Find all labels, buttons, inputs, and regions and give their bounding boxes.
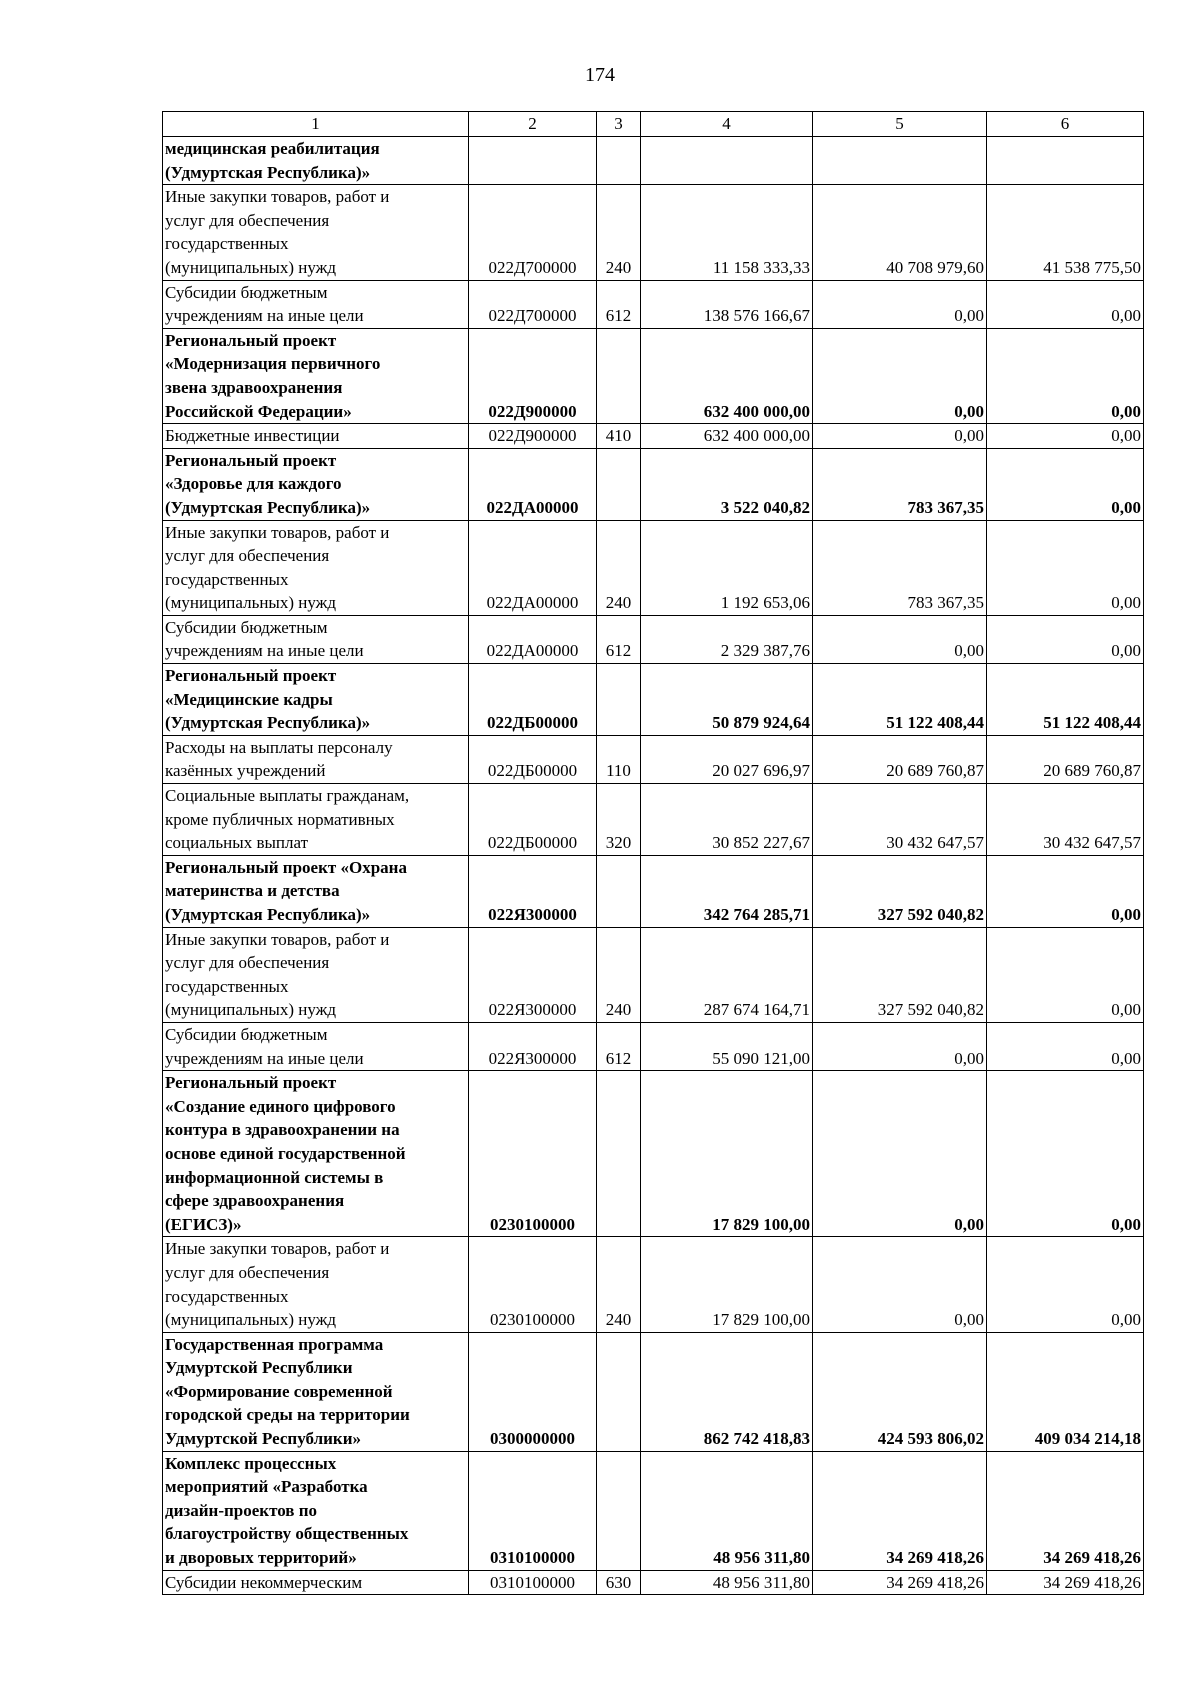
row-value-2023-cell: 20 027 696,97 <box>641 735 813 783</box>
row-value-2025-cell: 0,00 <box>987 328 1144 423</box>
table-row <box>163 1022 1144 1070</box>
row-code-cell: 022Я300000 <box>469 927 597 1022</box>
row-value-2024-cell: 424 593 806,02 <box>813 1332 987 1451</box>
row-name-cell: Иные закупки товаров, работ и услуг для обеспечения государственных (муниципальных) нужд <box>163 927 469 1022</box>
row-expense-type-cell <box>597 1071 641 1237</box>
row-name-cell: Государственная программа Удмуртской Республики «Формирование современной городской среды на территории Удмуртской Республики» <box>163 1332 469 1451</box>
row-value-2025-cell: 0,00 <box>987 520 1144 615</box>
row-code-cell: 022Д900000 <box>469 424 597 449</box>
row-expense-type-cell: 240 <box>597 1237 641 1332</box>
row-name-cell: Комплекс процессных мероприятий «Разработка дизайн-проектов по благоустройству общественных и дворовых территорий» <box>163 1451 469 1570</box>
row-code-cell: 0230100000 <box>469 1071 597 1237</box>
row-expense-type-cell <box>597 448 641 520</box>
table-row <box>163 615 1144 663</box>
row-value-2024-cell: 51 122 408,44 <box>813 664 987 736</box>
row-code-cell: 0230100000 <box>469 1237 597 1332</box>
row-value-2024-cell: 0,00 <box>813 1237 987 1332</box>
row-value-2024-cell: 783 367,35 <box>813 448 987 520</box>
row-value-2025-cell: 0,00 <box>987 448 1144 520</box>
row-value-2025-cell: 20 689 760,87 <box>987 735 1144 783</box>
row-value-2024-cell: 327 592 040,82 <box>813 855 987 927</box>
row-value-2023-cell: 50 879 924,64 <box>641 664 813 736</box>
header-col-2: 2 <box>469 112 597 137</box>
row-code-cell: 022ДА00000 <box>469 520 597 615</box>
header-col-1: 1 <box>163 112 469 137</box>
row-name-cell: Расходы на выплаты персоналу казённых учреждений <box>163 735 469 783</box>
table-row <box>163 1237 1144 1332</box>
row-name-cell: Региональный проект «Создание единого цифрового контура в здравоохранении на основе единой государственной информационной системы в сфере здравоохранения (ЕГИСЗ)» <box>163 1071 469 1237</box>
row-code-cell: 022Д700000 <box>469 185 597 280</box>
table-row <box>163 448 1144 520</box>
row-value-2023-cell: 138 576 166,67 <box>641 280 813 328</box>
row-code-cell: 022Я300000 <box>469 1022 597 1070</box>
row-value-2023-cell: 55 090 121,00 <box>641 1022 813 1070</box>
row-value-2023-cell: 1 192 653,06 <box>641 520 813 615</box>
table-row <box>163 664 1144 736</box>
row-expense-type-cell: 240 <box>597 927 641 1022</box>
row-value-2025-cell: 34 269 418,26 <box>987 1451 1144 1570</box>
row-value-2025-cell: 41 538 775,50 <box>987 185 1144 280</box>
table-row <box>163 280 1144 328</box>
row-value-2023-cell: 632 400 000,00 <box>641 328 813 423</box>
row-value-2023-cell: 3 522 040,82 <box>641 448 813 520</box>
row-value-2025-cell: 0,00 <box>987 424 1144 449</box>
row-name-cell: Субсидии бюджетным учреждениям на иные цели <box>163 280 469 328</box>
row-value-2025-cell: 0,00 <box>987 1022 1144 1070</box>
table-row <box>163 784 1144 856</box>
table-row <box>163 328 1144 423</box>
page-number: 174 <box>585 64 615 86</box>
row-expense-type-cell: 410 <box>597 424 641 449</box>
row-expense-type-cell <box>597 328 641 423</box>
row-expense-type-cell <box>597 137 641 185</box>
row-value-2024-cell: 34 269 418,26 <box>813 1451 987 1570</box>
table-row <box>163 1451 1144 1570</box>
row-value-2023-cell: 287 674 164,71 <box>641 927 813 1022</box>
row-value-2023-cell: 2 329 387,76 <box>641 615 813 663</box>
row-name-cell: Субсидии бюджетным учреждениям на иные цели <box>163 615 469 663</box>
row-name-cell: Иные закупки товаров, работ и услуг для обеспечения государственных (муниципальных) нужд <box>163 185 469 280</box>
row-value-2024-cell: 0,00 <box>813 280 987 328</box>
row-name-cell: Региональный проект «Здоровье для каждого (Удмуртская Республика)» <box>163 448 469 520</box>
row-value-2025-cell: 409 034 214,18 <box>987 1332 1144 1451</box>
header-col-6: 6 <box>987 112 1144 137</box>
table-row <box>163 1570 1144 1595</box>
table-row <box>163 185 1144 280</box>
budget-table <box>162 111 1144 1595</box>
row-value-2025-cell: 0,00 <box>987 1071 1144 1237</box>
row-expense-type-cell: 630 <box>597 1570 641 1595</box>
row-value-2023-cell: 11 158 333,33 <box>641 185 813 280</box>
row-value-2025-cell: 34 269 418,26 <box>987 1570 1144 1595</box>
row-value-2024-cell: 783 367,35 <box>813 520 987 615</box>
row-value-2024-cell: 0,00 <box>813 1071 987 1237</box>
table-row <box>163 735 1144 783</box>
row-code-cell: 0310100000 <box>469 1570 597 1595</box>
header-col-3: 3 <box>597 112 641 137</box>
row-expense-type-cell: 612 <box>597 1022 641 1070</box>
row-name-cell: Бюджетные инвестиции <box>163 424 469 449</box>
table-row <box>163 1332 1144 1451</box>
row-code-cell: 022Я300000 <box>469 855 597 927</box>
row-code-cell: 022ДБ00000 <box>469 664 597 736</box>
row-code-cell: 022Д900000 <box>469 328 597 423</box>
row-value-2025-cell: 0,00 <box>987 280 1144 328</box>
row-value-2023-cell: 342 764 285,71 <box>641 855 813 927</box>
row-code-cell: 022Д700000 <box>469 280 597 328</box>
row-expense-type-cell: 110 <box>597 735 641 783</box>
row-name-cell: Региональный проект «Охрана материнства и детства (Удмуртская Республика)» <box>163 855 469 927</box>
table-row <box>163 1071 1144 1237</box>
row-value-2025-cell: 0,00 <box>987 855 1144 927</box>
row-expense-type-cell <box>597 664 641 736</box>
row-value-2024-cell: 0,00 <box>813 1022 987 1070</box>
row-name-cell: Иные закупки товаров, работ и услуг для обеспечения государственных (муниципальных) нужд <box>163 1237 469 1332</box>
row-value-2025-cell: 51 122 408,44 <box>987 664 1144 736</box>
row-expense-type-cell <box>597 855 641 927</box>
header-col-5: 5 <box>813 112 987 137</box>
row-value-2023-cell: 30 852 227,67 <box>641 784 813 856</box>
row-expense-type-cell <box>597 1451 641 1570</box>
row-value-2023-cell <box>641 137 813 185</box>
row-value-2023-cell: 17 829 100,00 <box>641 1237 813 1332</box>
row-value-2025-cell: 0,00 <box>987 1237 1144 1332</box>
row-code-cell: 0300000000 <box>469 1332 597 1451</box>
row-expense-type-cell: 320 <box>597 784 641 856</box>
table-row <box>163 855 1144 927</box>
row-value-2024-cell: 30 432 647,57 <box>813 784 987 856</box>
table-row <box>163 137 1144 185</box>
row-name-cell: Субсидии некоммерческим <box>163 1570 469 1595</box>
row-value-2024-cell: 0,00 <box>813 615 987 663</box>
row-value-2025-cell <box>987 137 1144 185</box>
row-name-cell: Социальные выплаты гражданам, кроме публичных нормативных социальных выплат <box>163 784 469 856</box>
row-value-2024-cell: 0,00 <box>813 424 987 449</box>
row-code-cell: 022ДА00000 <box>469 448 597 520</box>
row-expense-type-cell: 612 <box>597 615 641 663</box>
row-name-cell: медицинская реабилитация (Удмуртская Республика)» <box>163 137 469 185</box>
row-code-cell <box>469 137 597 185</box>
row-value-2025-cell: 30 432 647,57 <box>987 784 1144 856</box>
row-expense-type-cell: 612 <box>597 280 641 328</box>
row-expense-type-cell: 240 <box>597 520 641 615</box>
table-row <box>163 424 1144 449</box>
header-col-4: 4 <box>641 112 813 137</box>
row-code-cell: 022ДБ00000 <box>469 735 597 783</box>
table-body <box>163 137 1144 1595</box>
row-value-2023-cell: 48 956 311,80 <box>641 1451 813 1570</box>
row-value-2025-cell: 0,00 <box>987 927 1144 1022</box>
row-value-2023-cell: 862 742 418,83 <box>641 1332 813 1451</box>
row-expense-type-cell <box>597 1332 641 1451</box>
row-value-2023-cell: 48 956 311,80 <box>641 1570 813 1595</box>
row-value-2024-cell <box>813 137 987 185</box>
row-value-2024-cell: 34 269 418,26 <box>813 1570 987 1595</box>
row-value-2024-cell: 40 708 979,60 <box>813 185 987 280</box>
header-row <box>163 112 1144 137</box>
row-name-cell: Субсидии бюджетным учреждениям на иные цели <box>163 1022 469 1070</box>
row-value-2024-cell: 327 592 040,82 <box>813 927 987 1022</box>
table-row <box>163 520 1144 615</box>
row-expense-type-cell: 240 <box>597 185 641 280</box>
row-value-2023-cell: 17 829 100,00 <box>641 1071 813 1237</box>
table-row <box>163 927 1144 1022</box>
row-value-2025-cell: 0,00 <box>987 615 1144 663</box>
row-code-cell: 022ДА00000 <box>469 615 597 663</box>
row-value-2023-cell: 632 400 000,00 <box>641 424 813 449</box>
row-value-2024-cell: 0,00 <box>813 328 987 423</box>
row-name-cell: Региональный проект «Медицинские кадры (Удмуртская Республика)» <box>163 664 469 736</box>
row-code-cell: 0310100000 <box>469 1451 597 1570</box>
row-name-cell: Иные закупки товаров, работ и услуг для обеспечения государственных (муниципальных) нужд <box>163 520 469 615</box>
row-value-2024-cell: 20 689 760,87 <box>813 735 987 783</box>
row-code-cell: 022ДБ00000 <box>469 784 597 856</box>
row-name-cell: Региональный проект «Модернизация первичного звена здравоохранения Российской Федерации» <box>163 328 469 423</box>
